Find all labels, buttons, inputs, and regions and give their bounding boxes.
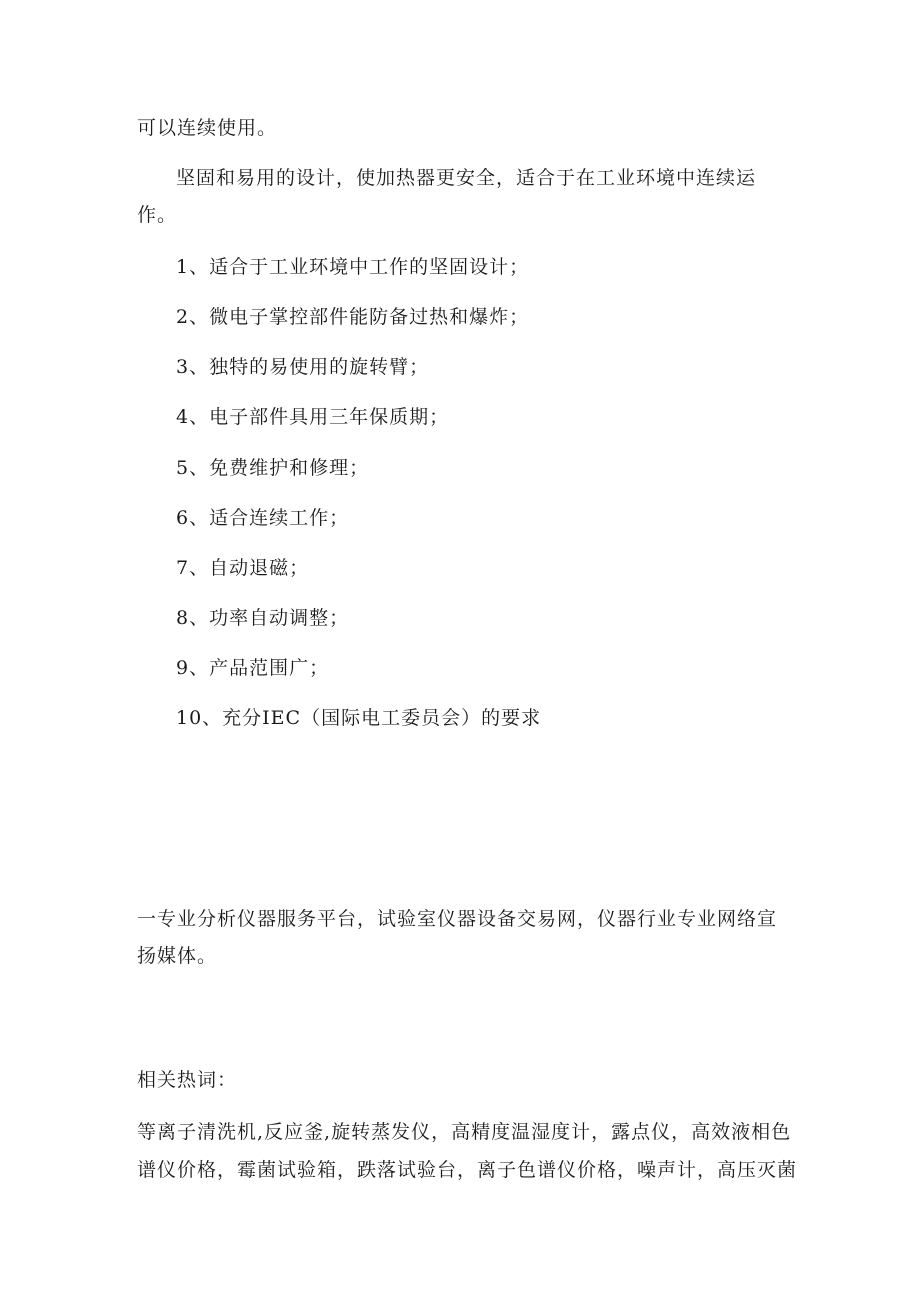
feature-item-2: 2、微电子掌控部件能防备过热和爆炸； — [176, 306, 530, 328]
related-keywords-line-2: 谱仪价格，霉菌试验箱，跌落试验台，离子色谱仪价格，噪声计，高压灭菌 — [137, 1159, 798, 1181]
related-keywords-line-1: 等离子清洗机,反应釜,旋转蒸发仪，高精度温湿度计，露点仪，高效液相色 — [137, 1121, 792, 1143]
paragraph-design-line-2: 作。 — [137, 204, 178, 226]
related-keywords-title: 相关热词： — [137, 1069, 238, 1091]
feature-item-5: 5、免费维护和修理； — [176, 457, 370, 479]
paragraph-end-line: 可以连续使用。 — [137, 117, 278, 139]
feature-item-4: 4、电子部件具用三年保质期； — [176, 406, 450, 428]
platform-line-2: 扬媒体。 — [137, 945, 218, 967]
feature-item-9: 9、产品范围广； — [176, 657, 330, 679]
feature-item-3: 3、独特的易使用的旋转臂； — [176, 356, 430, 378]
feature-item-10: 10、充分IEC（国际电工委员会）的要求 — [176, 707, 542, 729]
feature-item-7: 7、自动退磁； — [176, 557, 310, 579]
feature-item-8: 8、功率自动调整； — [176, 607, 350, 629]
platform-line-1: 一专业分析仪器服务平台，试验室仪器设备交易网，仪器行业专业网络宣 — [137, 908, 778, 930]
feature-item-1: 1、适合于工业环境中工作的坚固设计； — [176, 256, 530, 278]
feature-item-6: 6、适合连续工作； — [176, 507, 350, 529]
paragraph-design-line-1: 坚固和易用的设计，使加热器更安全，适合于在工业环境中连续运 — [176, 167, 757, 189]
